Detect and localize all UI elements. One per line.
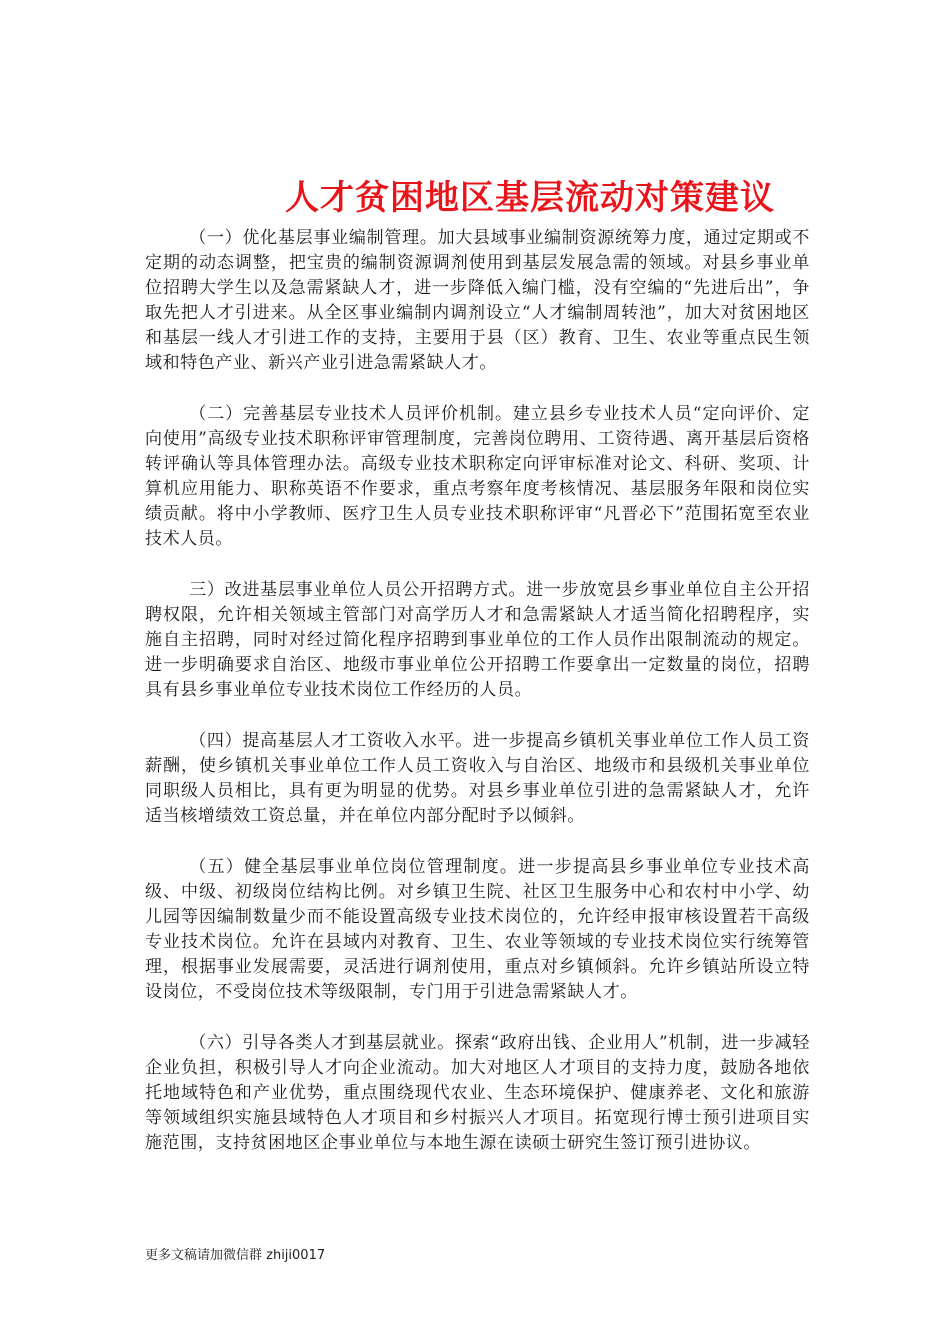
document-body [145,226,810,1182]
paragraph-3: 三）改进基层事业单位人员公开招聘方式。进一步放宽县乡事业单位自主公开招聘权限，允许相关领域主管部门对高学历人才和急需紧缺人才适当简化招聘程序，实施自主招聘，同时对经过简化程序招聘到事业单位的工作人员作出限制流动的规定。进一步明确要求自治区、地级市事业单位公开招聘工作要拿出一定数量的岗位，招聘具有县乡事业单位专业技术岗位工作经历的人员。 [145,580,810,700]
paragraph-4: （四）提高基层人才工资收入水平。进一步提高乡镇机关事业单位工作人员工资薪酬，使乡镇机关事业单位工作人员工资收入与自治区、地级市和县级机关事业单位同职级人员相比，具有更为明显的优势。对县乡事业单位引进的急需紧缺人才，允许适当核增绩效工资总量，并在单位内部分配时予以倾斜。 [145,731,810,826]
paragraph-6: （六）引导各类人才到基层就业。探索“政府出钱、企业用人”机制，进一步减轻企业负担，积极引导人才向企业流动。加大对地区人才项目的支持力度，鼓励各地依托地域特色和产业优势，重点围绕现代农业、生态环境保护、健康养老、文化和旅游等领域组织实施县域特色人才项目和乡村振兴人才项目。拓宽现行博士预引进项目实施范围，支持贫困地区企事业单位与本地生源在读硕士研究生签订预引进协议。 [145,1033,810,1153]
footer-note: 更多文稿请加微信群 zhiji0017 [145,1248,326,1263]
paragraph-5: （五）健全基层事业单位岗位管理制度。进一步提高县乡事业单位专业技术高级、中级、初级岗位结构比例。对乡镇卫生院、社区卫生服务中心和农村中小学、幼儿园等因编制数量少而不能设置高级专业技术岗位的，允许经申报审核设置若干高级专业技术岗位。允许在县域内对教育、卫生、农业等领域的专业技术岗位实行统筹管理，根据事业发展需要，灵活进行调剂使用，重点对乡镇倾斜。允许乡镇站所设立特设岗位，不受岗位技术等级限制，专门用于引进急需紧缺人才。 [145,857,810,1002]
paragraph-2: （二）完善基层专业技术人员评价机制。建立县乡专业技术人员“定向评价、定向使用”高级专业技术职称评审管理制度，完善岗位聘用、工资待遇、离开基层后资格转评确认等具体管理办法。高级专业技术职称定向评审标准对论文、科研、奖项、计算机应用能力、职称英语不作要求，重点考察年度考核情况、基层服务年限和岗位实绩贡献。将中小学教师、医疗卫生人员专业技术职称评审“凡晋必下”范围拓宽至农业技术人员。 [145,404,810,549]
page-title: 人才贫困地区基层流动对策建议 [285,177,775,218]
paragraph-1: （一）优化基层事业编制管理。加大县域事业编制资源统筹力度，通过定期或不定期的动态调整，把宝贵的编制资源调剂使用到基层发展急需的领域。对县乡事业单位招聘大学生以及急需紧缺人才，进一步降低入编门槛，没有空编的“先进后出”，争取先把人才引进来。从全区事业编制内调剂设立“人才编制周转池”，加大对贫困地区和基层一线人才引进工作的支持，主要用于县（区）教育、卫生、农业等重点民生领域和特色产业、新兴产业引进急需紧缺人才。 [145,228,810,373]
